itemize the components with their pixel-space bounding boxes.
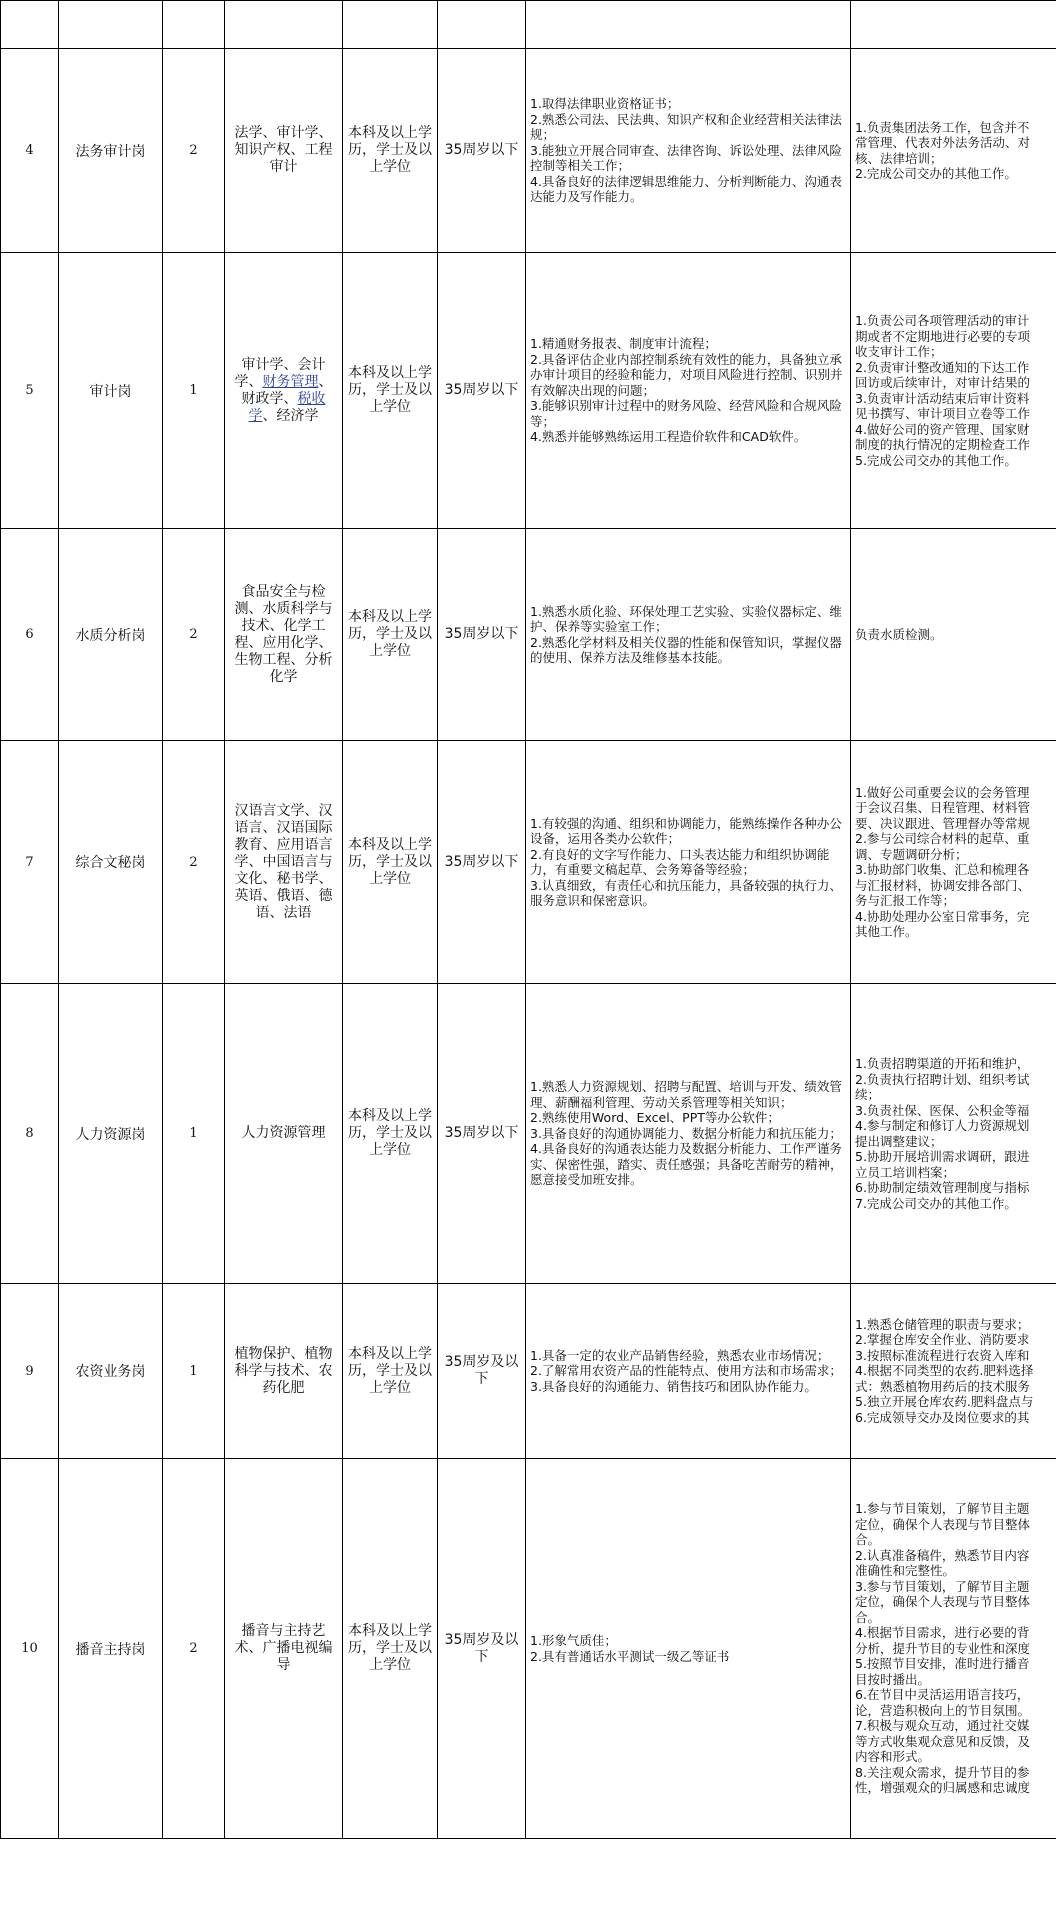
list-line: 2.认真准备稿件，熟悉节目内容: [855, 1547, 1030, 1563]
major: 食品安全与检测、水质科学与技术、化学工程、应用化学、生物工程、分析化学: [225, 529, 343, 741]
age-limit: 35周岁以下: [438, 253, 526, 529]
list-line: 2.完成公司交办的其他工作。: [855, 166, 1017, 181]
list-line: 4.根据不同类型的农药.肥料选择: [855, 1363, 1034, 1379]
list-line: 1.有较强的沟通、组织和协调能力，能熟练操作各种办公设备，运用各类办公软件；: [530, 815, 842, 846]
list-line: 1.负责招聘渠道的开拓和维护，: [855, 1056, 1030, 1071]
age-limit: 35周岁以下: [438, 49, 526, 253]
list-line: 常管理、代表对外法务活动、对: [855, 135, 1031, 150]
list-line: 定位，确保个人表现与节目整体: [855, 1516, 1031, 1532]
position-name: 法务审计岗: [59, 49, 163, 253]
list-line: 8.关注观众需求，提升节目的参: [855, 1764, 1030, 1780]
list-line: 性，增强观众的归属感和忠诚度: [855, 1780, 1031, 1796]
requirements: [526, 1284, 851, 1459]
age-limit: 35周岁以下: [438, 741, 526, 984]
headcount: 2: [163, 741, 225, 984]
list-line: 2.了解常用农资产品的性能特点、使用方法和市场需求；: [530, 1363, 842, 1379]
list-line: 5.独立开展仓库农药.肥料盘点与: [855, 1394, 1034, 1410]
row-number: 7: [1, 741, 59, 984]
major: 播音与主持艺术、广播电视编导: [225, 1459, 343, 1839]
list-line: 目按时播出。: [855, 1671, 931, 1687]
table-row: [1, 1459, 1056, 1839]
major-link-taxation[interactable]: 税收学: [248, 390, 326, 424]
list-line: 核、法律培训；: [855, 150, 943, 166]
list-line: 合。: [855, 1532, 881, 1548]
list-line: 制度的执行情况的定期检查工作: [855, 437, 1031, 452]
duties: [851, 253, 1056, 529]
list-line: 4.做好公司的资产管理、国家财: [855, 421, 1030, 437]
list-line: 1.熟悉人力资源规划、招聘与配置、培训与开发、绩效管理、薪酬福利管理、劳动关系管理等相关知识；: [530, 1079, 842, 1110]
education: 本科及以上学历，学士及以上学位: [343, 984, 438, 1284]
list-line: 5.按照节目安排，准时进行播音: [855, 1656, 1030, 1672]
requirements: [526, 529, 851, 741]
education: 本科及以上学历，学士及以上学位: [343, 741, 438, 984]
list-line: 6.完成领导交办及岗位要求的其: [855, 1409, 1030, 1425]
list-line: 1.具备一定的农业产品销售经验，熟悉农业市场情况；: [530, 1347, 830, 1363]
requirements: [526, 49, 851, 253]
duties: [851, 1284, 1056, 1459]
list-line: 4.根据节目需求，进行必要的背: [855, 1625, 1030, 1641]
list-line: 调、专题调研分析；: [855, 846, 968, 862]
list-line: 1.做好公司重要会议的会务管理: [855, 784, 1030, 800]
list-line: 3.协助部门收集、汇总和梳理各: [855, 862, 1030, 877]
position-name: 农资业务岗: [59, 1284, 163, 1459]
age-limit: 35周岁以下: [438, 984, 526, 1284]
major-link-financial-management[interactable]: 财务管理: [262, 373, 319, 390]
list-line: 其他工作。: [855, 924, 918, 939]
row-number: 4: [1, 49, 59, 253]
position-name: 播音主持岗: [59, 1459, 163, 1839]
row-number: 6: [1, 529, 59, 741]
headcount: 2: [163, 49, 225, 253]
position-name: 审计岗: [59, 253, 163, 529]
list-line: 4.具备良好的法律逻辑思维能力、分析判断能力、沟通表达能力及写作能力。: [530, 173, 842, 205]
table-row: [1, 1, 1056, 49]
list-line: 4.参与制定和修订人力资源规划: [855, 1118, 1030, 1133]
table-row: [1, 49, 1056, 253]
list-line: 3.能独立开展合同审查、法律咨询、诉讼处理、法律风险控制等相关工作；: [530, 142, 842, 174]
table-row: [1, 529, 1056, 741]
list-line: 2.具备评估企业内部控制系统有效性的能力，具备独立承办审计项目的经验和能力，对项目风险进行控制、识别并有效解决出现的问题；: [530, 351, 843, 398]
list-line: 于会议召集、日程管理、材料管: [855, 800, 1031, 815]
list-line: 1.参与节目策划，了解节目主题: [855, 1501, 1030, 1517]
table-row: [1, 1284, 1056, 1459]
position-name: 综合文秘岗: [59, 741, 163, 984]
row-number: 10: [1, 1459, 59, 1839]
headcount: 2: [163, 1459, 225, 1839]
list-line: 2.熟悉公司法、民法典、知识产权和企业经营相关法律法规；: [530, 111, 842, 143]
list-line: 7.完成公司交办的其他工作。: [855, 1195, 1017, 1211]
requirements: [526, 1459, 851, 1839]
list-line: 4.熟悉并能够熟练运用工程造价软件和CAD软件。: [530, 429, 807, 445]
list-line: 2.熟悉化学材料及相关仪器的性能和保管知识，掌握仪器的使用、保养方法及维修基本技能。: [530, 634, 842, 665]
list-line: 等方式收集观众意见和反馈，及: [855, 1733, 1031, 1749]
education: 本科及以上学历，学士及以上学位: [343, 1459, 438, 1839]
list-line: 务与汇报工作等；: [855, 893, 956, 908]
duties: [851, 529, 1056, 741]
headcount: 1: [163, 253, 225, 529]
list-line: 3.能够识别审计过程中的财务风险、经营风险和合规风险等；: [530, 398, 842, 429]
major: 植物保护、植物科学与技术、农药化肥: [225, 1284, 343, 1459]
list-line: 内容和形式。: [855, 1749, 931, 1765]
list-line: 6.协助制定绩效管理制度与指标: [855, 1180, 1030, 1195]
list-line: 2.熟练使用Word、Excel、PPT等办公软件；: [530, 1110, 780, 1126]
list-line: 见书撰写、审计项目立卷等工作: [855, 406, 1031, 421]
headcount: 1: [163, 984, 225, 1284]
list-line: 回访或后续审计，对审计结果的: [855, 375, 1031, 390]
list-line: 合。: [855, 1609, 881, 1625]
list-line: 3.负责审计活动结束后审计资料: [855, 390, 1030, 406]
list-line: 2.参与公司综合材料的起草、重: [855, 831, 1030, 846]
major: 汉语言文学、汉语言、汉语国际教育、应用语言学、中国语言与文化、秘书学、英语、俄语、德语、法语: [225, 741, 343, 984]
list-line: 续；: [855, 1087, 881, 1102]
list-line: 3.参与节目策划，了解节目主题: [855, 1578, 1030, 1594]
list-line: 3.认真细致，有责任心和抗压能力，具备较强的执行力、服务意识和保密意识。: [530, 877, 842, 908]
list-line: 定位，确保个人表现与节目整体: [855, 1594, 1031, 1610]
table-row: [1, 741, 1056, 984]
list-line: 1.熟悉水质化验、环保处理工艺实验、实验仪器标定、维护、保养等实验室工作；: [530, 603, 842, 634]
education: 本科及以上学历，学士及以上学位: [343, 1284, 438, 1459]
age-limit: 35周岁及以下: [438, 1284, 526, 1459]
list-line: 2.负责审计整改通知的下达工作: [855, 359, 1030, 375]
requirements: [526, 741, 851, 984]
list-line: 论，营造积极向上的节目氛围。: [855, 1702, 1031, 1718]
list-line: 负责水质检测。: [855, 626, 943, 642]
list-line: 5.协助开展培训需求调研，跟进: [855, 1149, 1030, 1164]
list-line: 2.有良好的文字写作能力、口头表达能力和组织协调能力，有重要文稿起草、会务筹备等经验；: [530, 846, 830, 877]
duties: [851, 984, 1056, 1284]
headcount: 2: [163, 529, 225, 741]
list-line: 提出调整建议；: [855, 1133, 943, 1149]
requirements: [526, 253, 851, 529]
list-line: 7.积极与观众互动，通过社交媒: [855, 1718, 1030, 1734]
major: 审计学、会计学、财务管理、财政学、税收学、经济学: [225, 253, 343, 529]
list-line: 2.负责执行招聘计划、组织考试: [855, 1071, 1030, 1087]
requirements: [526, 984, 851, 1284]
list-line: 要、决议跟进、管理督办等常规: [855, 815, 1031, 831]
education: 本科及以上学历，学士及以上学位: [343, 529, 438, 741]
list-line: 期或者不定期地进行必要的专项: [855, 328, 1031, 344]
list-line: 1.负责集团法务工作，包含并不: [855, 119, 1030, 135]
duties: [851, 49, 1056, 253]
list-line: 收支审计工作；: [855, 344, 943, 359]
age-limit: 35周岁及以下: [438, 1459, 526, 1839]
headcount: 1: [163, 1284, 225, 1459]
education: 本科及以上学历，学士及以上学位: [343, 253, 438, 529]
list-line: 2.掌握仓库安全作业、消防要求: [855, 1332, 1030, 1348]
table-row: [1, 984, 1056, 1284]
list-line: 3.负责社保、医保、公积金等福: [855, 1102, 1030, 1118]
list-line: 6.在节目中灵活运用语言技巧，: [855, 1687, 1030, 1703]
list-line: 立员工培训档案；: [855, 1164, 956, 1180]
duties: [851, 1459, 1056, 1839]
list-line: 5.完成公司交办的其他工作。: [855, 452, 1017, 468]
list-line: 式：熟悉植物用药后的技术服务: [855, 1378, 1031, 1394]
list-line: 与汇报材料，协调安排各部门、: [855, 877, 1031, 893]
list-line: 3.具备良好的沟通协调能力、数据分析能力和抗压能力；: [530, 1125, 842, 1141]
position-name: 人力资源岗: [59, 984, 163, 1284]
row-number: 8: [1, 984, 59, 1284]
list-line: 1.精通财务报表、制度审计流程；: [530, 336, 717, 352]
list-line: 3.按照标准流程进行农资入库和: [855, 1347, 1030, 1363]
list-line: 准确性和完整性。: [855, 1563, 956, 1579]
position-name: 水质分析岗: [59, 529, 163, 741]
list-line: 1.取得法律职业资格证书；: [530, 96, 680, 112]
list-line: 4.具备良好的沟通表达能力及数据分析能力、工作严谨务实、保密性强，踏实、责任感强；具备吃苦耐劳的精神，愿意接受加班安排。: [530, 1141, 843, 1188]
age-limit: 35周岁以下: [438, 529, 526, 741]
major: 法学、审计学、知识产权、工程审计: [225, 49, 343, 253]
major: 人力资源管理: [225, 984, 343, 1284]
list-line: 分析，提升节目的专业性和深度: [855, 1640, 1031, 1656]
list-line: 1.负责公司各项管理活动的审计: [855, 313, 1030, 328]
education: 本科及以上学历，学士及以上学位: [343, 49, 438, 253]
list-line: 1.形象气质佳；: [530, 1633, 617, 1648]
list-line: 2.具有普通话水平测试一级乙等证书: [530, 1648, 730, 1664]
duties: [851, 741, 1056, 984]
table-row: [1, 253, 1056, 529]
row-number: 5: [1, 253, 59, 529]
list-line: 3.具备良好的沟通能力、销售技巧和团队协作能力。: [530, 1378, 817, 1394]
list-line: 4.协助处理办公室日常事务，完: [855, 908, 1030, 924]
list-line: 1.熟悉仓储管理的职责与要求；: [855, 1316, 1030, 1332]
row-number: 9: [1, 1284, 59, 1459]
